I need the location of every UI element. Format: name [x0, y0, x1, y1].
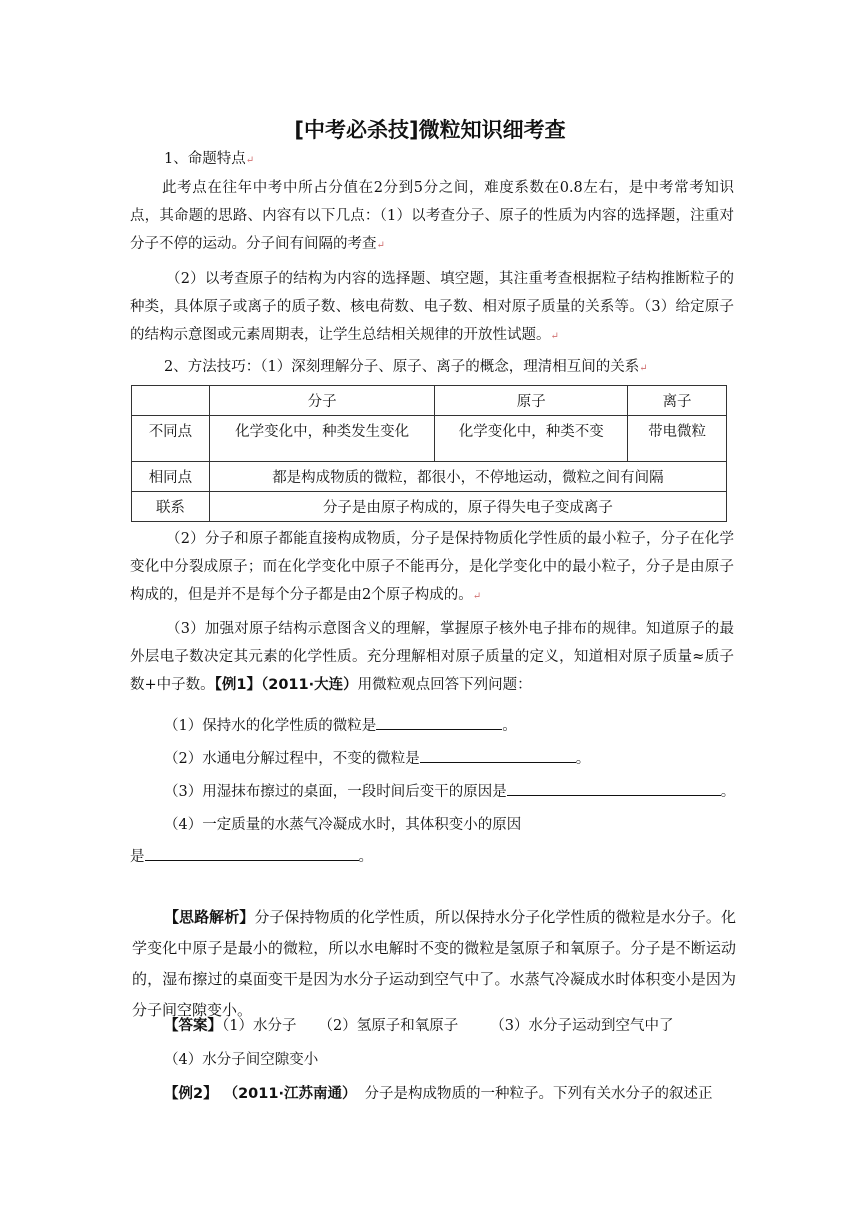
paragraph-2: （2）分子和原子都能直接构成物质，分子是保持物质化学性质的最小粒子，分子在化学变化中分裂成原子；而在化学变化中原子不能再分，是化学变化中的最小粒子，分子是由原子构成的，但是并不是每个分子都是由2个原子构成的。↵: [130, 531, 734, 603]
answer-blank-2: [420, 745, 576, 763]
paragraph-3: （3）加强对原子结构示意图含义的理解，掌握原子核外电子排布的规律。知道原子的最外层电子数决定其元素的化学性质。充分理解相对原子质量的定义，知道相对原子质量≈质子数+中子数。【例1】（2011·大连）用微粒观点回答下列问题：: [130, 621, 734, 693]
example-1-label: 【例1】（2011·大连）: [214, 677, 358, 693]
table-cell: 相同点: [132, 462, 210, 492]
table-row-differences: [132, 416, 727, 462]
answer-blank-1: [376, 712, 502, 730]
table-header-row: [132, 386, 727, 416]
table-cell: [132, 386, 210, 416]
analysis-paragraph: 【思路解析】分子保持物质的化学性质，所以保持水分子化学性质的微粒是水分子。化学变化中原子是最小的微粒，所以水电解时不变的微粒是氢原子和氧原子。分子是不断运动的，湿布擦过的桌面变干是因为水分子运动到空气中了。水蒸气冷凝成水时体积变小是因为分子间空隙变小。: [132, 908, 736, 1019]
table-cell: 带电微粒: [628, 416, 727, 462]
question-4-continued: 是 。: [130, 843, 734, 871]
answer-blank-4: [145, 843, 359, 861]
section-2-heading: 2、方法技巧：（1）深刻理解分子、原子、离子的概念，理清相互间的关系↵: [164, 359, 648, 375]
section-1-paragraph-2: （2）以考查原子的结构为内容的选择题、填空题，其注重考查根据粒子结构推断粒子的种类，具体原子或离子的质子数、核电荷数、电子数、相对原子质量的关系等。（3）给定原子的结构示意图或元素周期表，让学生总结相关规律的开放性试题。↵: [130, 271, 734, 343]
table-header-atom: 原子: [435, 386, 628, 416]
table-row-connection: [132, 492, 727, 522]
section-1-heading: 1、命题特点↵: [164, 151, 255, 167]
table-header-molecule: 分子: [209, 386, 435, 416]
section-1-paragraph-1: 此考点在往年中考中所占分值在2分到5分之间，难度系数在0.8左右，是中考常考知识点，其命题的思路、内容有以下几点：（1）以考查分子、原子的性质为内容的选择题，注重对分子不停的运动。分子间有间隔的考查↵: [130, 180, 734, 252]
question-3: （3）用湿抹布擦过的桌面，一段时间后变干的原因是 。: [164, 778, 764, 806]
table-cell: 化学变化中，种类发生变化: [209, 416, 435, 462]
table-cell: 联系: [132, 492, 210, 522]
question-2: （2）水通电分解过程中，不变的微粒是 。: [164, 745, 768, 773]
example-2-label: 【例2】: [164, 1086, 218, 1102]
table-header-ion: 离子: [628, 386, 727, 416]
table-cell: 不同点: [132, 416, 210, 462]
example-2: 【例2】 （2011·江苏南通） 分子是构成物质的一种粒子。下列有关水分子的叙述正: [164, 1086, 713, 1102]
table-cell: 都是构成物质的微粒，都很小，不停地运动，微粒之间有间隔: [209, 462, 726, 492]
answer-blank-3: [507, 778, 721, 796]
table-row-similarities: [132, 462, 727, 492]
answer-label: 【答案】: [164, 1018, 222, 1034]
table-cell: 分子是由原子构成的，原子得失电子变成离子: [209, 492, 726, 522]
question-4: （4）一定质量的水蒸气冷凝成水时，其体积变小的原因: [164, 817, 522, 833]
answer-line: 【答案】（1）水分子 （2）氢原子和氧原子 （3）水分子运动到空气中了: [164, 1018, 674, 1034]
table-cell: 化学变化中，种类不变: [435, 416, 628, 462]
question-1: （1）保持水的化学性质的微粒是 。: [164, 712, 768, 740]
example-2-source: （2011·江苏南通）: [223, 1086, 357, 1102]
page-title: [中考必杀技]微粒知识细考查: [294, 118, 566, 142]
particle-comparison-table: [131, 385, 727, 522]
answer-line-2: （4）水分子间空隙变小: [164, 1052, 319, 1068]
analysis-label: 【思路解析】: [164, 908, 255, 926]
